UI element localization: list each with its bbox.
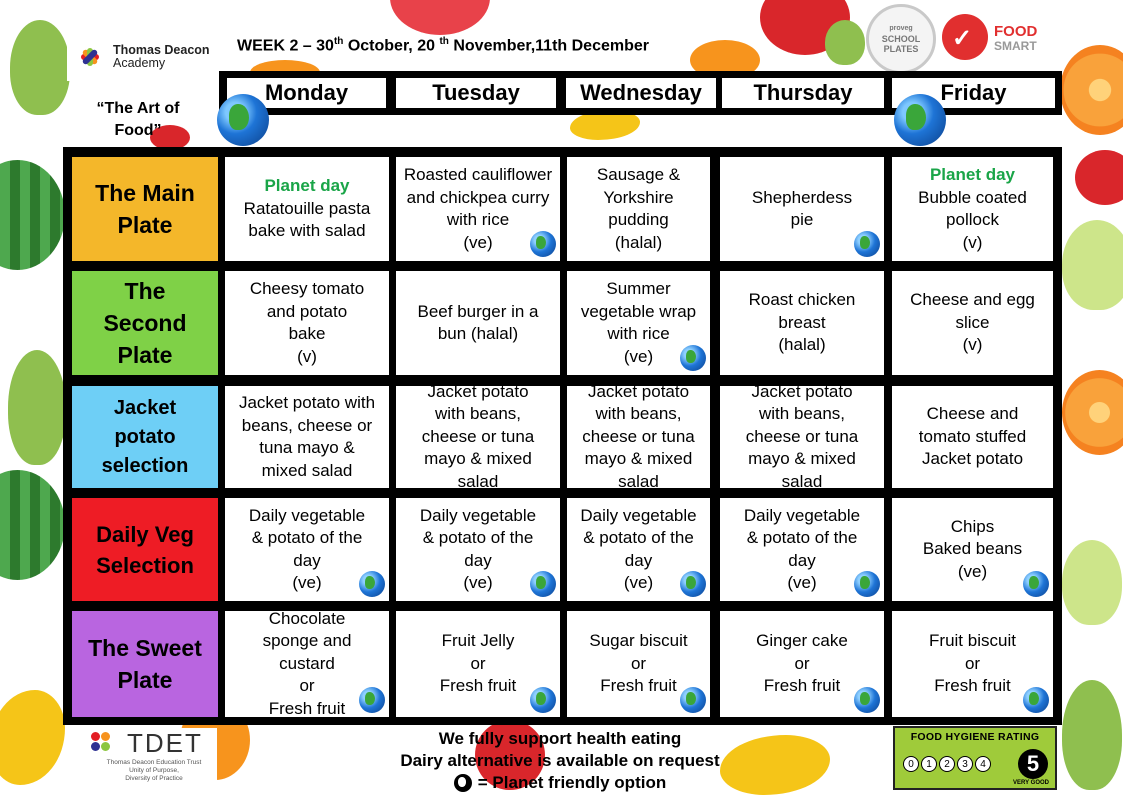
menu-item-text: Jacket potato <box>921 449 1024 469</box>
banana-decoration <box>0 690 65 785</box>
menu-item-text: (ve) <box>623 346 654 366</box>
globe-icon <box>854 571 880 597</box>
pear-decoration <box>1062 220 1123 310</box>
trust-motto: Unity of Purpose, <box>129 767 179 774</box>
hygiene-score: 4 <box>975 756 991 772</box>
menu-cell <box>225 498 389 601</box>
globe-icon <box>359 571 385 597</box>
trust-motto: Diversity of Practice <box>125 775 183 782</box>
menu-item-text: Bubble coated <box>918 187 1027 207</box>
menu-item-text: sponge and <box>262 631 352 651</box>
menu-item-text: Cheesy tomato <box>249 279 365 298</box>
pear-decoration <box>8 350 66 465</box>
menu-cell <box>396 157 560 261</box>
hygiene-rating-value: 5 <box>1018 749 1048 779</box>
menu-item-text: Fresh fruit <box>268 698 346 718</box>
menu-item-text: tomato stuffed <box>918 426 1027 446</box>
globe-icon <box>530 687 556 713</box>
menu-cell <box>720 498 884 601</box>
hygiene-score: 1 <box>921 756 937 772</box>
menu-cell <box>892 611 1053 717</box>
menu-item-text: & potato of the <box>251 528 363 547</box>
menu-cell <box>567 381 710 491</box>
academy-logo <box>67 33 217 81</box>
menu-item-text: Cheese and <box>926 404 1019 424</box>
globe-icon <box>680 571 706 597</box>
menu-item-text: day <box>464 550 492 570</box>
menu-cell <box>396 498 560 601</box>
menu-item-text: (v) <box>962 232 983 252</box>
menu-cell <box>720 611 884 717</box>
menu-item-text: Fruit Jelly <box>441 631 515 651</box>
food-smart-badge: ✓ FOOD SMART <box>942 8 1048 64</box>
menu-item-text: Summer <box>606 279 671 298</box>
menu-cell <box>567 157 710 261</box>
menu-cell <box>720 157 884 261</box>
academy-logo-mark <box>73 40 107 74</box>
day-header-wednesday: Wednesday <box>566 78 716 108</box>
pear-decoration <box>825 20 865 65</box>
menu-item-text: with rice <box>446 210 510 229</box>
menu-item-text: Daily vegetable <box>419 505 537 525</box>
menu-item-text: Sausage & <box>596 165 681 184</box>
hygiene-scale <box>903 756 991 772</box>
menu-item-text: and potato <box>266 301 348 321</box>
menu-item-text: or <box>630 653 647 673</box>
menu-item-text: (ve) <box>957 561 988 581</box>
menu-item-text: (ve) <box>463 573 493 592</box>
menu-item-text: with beans, <box>595 404 682 424</box>
orange-slice-decoration <box>1060 45 1123 135</box>
watermelon-slice-decoration <box>390 0 490 35</box>
menu-item-text: day <box>293 550 321 570</box>
week-title: WEEK 2 – 30th October, 20 $^{th}$ November,11th December <box>237 36 649 55</box>
menu-item-text: Ginger cake <box>756 631 848 651</box>
menu-item-text: Cheese and egg <box>910 290 1035 310</box>
menu-item-text: Yorkshire <box>603 187 674 207</box>
menu-item-text: with beans, <box>759 404 845 424</box>
menu-item-text: bake <box>288 324 326 343</box>
menu-item-text: salad <box>457 471 499 491</box>
menu-item-text: Chips <box>950 516 995 536</box>
menu-item-text: (ve) <box>463 232 493 252</box>
menu-item-text: (v) <box>297 346 317 366</box>
row-header: Jacket potato selection <box>72 386 218 488</box>
menu-item-text: or <box>299 676 315 696</box>
menu-item-text: (ve) <box>787 573 817 592</box>
planet-day-label: Planet day <box>929 165 1016 184</box>
watermelon-decoration <box>0 160 65 270</box>
menu-cell <box>225 271 389 375</box>
planet-day-label: Planet day <box>264 176 350 196</box>
food-hygiene-rating-badge <box>893 726 1057 790</box>
row-header: Daily Veg Selection <box>72 498 218 601</box>
menu-item-text: cheese or tuna <box>582 426 695 446</box>
menu-cell <box>720 381 884 491</box>
menu-item-text: Baked beans <box>922 539 1023 559</box>
menu-cell <box>892 157 1053 261</box>
menu-item-text: or <box>794 653 810 673</box>
orange-slice-decoration <box>1062 370 1123 455</box>
menu-item-text: pudding <box>608 210 669 229</box>
day-header-friday: Friday <box>892 78 1055 108</box>
menu-cell <box>396 381 560 491</box>
apple-decoration <box>1075 150 1123 205</box>
footer-notes <box>360 728 760 798</box>
menu-item-text: cheese or tuna <box>745 426 859 446</box>
menu-cell <box>567 498 710 601</box>
menu-item-text: or <box>964 653 981 673</box>
pear-decoration <box>10 20 70 115</box>
school-plates-badge: proveg SCHOOL PLATES <box>866 4 936 74</box>
menu-cell <box>892 271 1053 375</box>
trust-subtitle: Thomas Deacon Education Trust <box>106 759 202 766</box>
globe-icon <box>1023 571 1049 597</box>
hygiene-score: 3 <box>957 756 973 772</box>
trust-name: TDET <box>127 728 203 758</box>
menu-item-text: (ve) <box>292 573 322 592</box>
row-header: The Sweet Plate <box>72 611 218 717</box>
day-header-tuesday: Tuesday <box>396 78 556 108</box>
menu-item-text: cheese or tuna <box>421 426 535 446</box>
award-badges <box>866 4 1046 74</box>
menu-cell <box>396 271 560 375</box>
globe-icon <box>680 687 706 713</box>
menu-item-text: Fresh fruit <box>600 676 677 696</box>
menu-item-text: and chickpea curry <box>406 187 550 207</box>
menu-item-text: Jacket potato <box>751 381 853 401</box>
hygiene-score: 2 <box>939 756 955 772</box>
menu-item-text: vegetable wrap <box>580 301 697 321</box>
globe-icon <box>680 345 706 371</box>
menu-item-text: pie <box>790 210 814 229</box>
globe-icon <box>359 687 385 713</box>
globe-icon <box>854 231 880 257</box>
menu-item-text: mixed salad <box>261 460 353 480</box>
globe-icon <box>454 774 472 792</box>
academy-subname: Academy <box>113 56 166 70</box>
planet-friendly-legend-label: = Planet friendly option <box>477 773 667 792</box>
menu-item-text: or <box>470 653 486 673</box>
hygiene-title: FOOD HYGIENE RATING <box>910 731 1040 743</box>
menu-item-text: Daily vegetable <box>248 505 366 525</box>
menu-item-text: mayo & mixed <box>748 449 856 469</box>
menu-item-text: Fresh fruit <box>439 676 517 696</box>
menu-item-text: bun (halal) <box>437 324 519 343</box>
footer-health-note: We fully support health eating <box>438 729 682 748</box>
menu-item-text: Shepherdess <box>751 187 853 207</box>
menu-cell <box>892 498 1053 601</box>
check-icon: ✓ <box>952 25 973 52</box>
menu-cell <box>892 386 1053 488</box>
menu-item-text: Fruit biscuit <box>929 631 1016 651</box>
menu-item-text: Fresh fruit <box>934 676 1011 696</box>
menu-item-text: with rice <box>607 324 670 343</box>
menu-item-text: & potato of the <box>746 528 858 547</box>
academy-name: Thomas Deacon <box>113 43 210 57</box>
menu-item-text: (ve) <box>623 573 654 592</box>
planet-friendly-legend <box>454 772 666 794</box>
pear-decoration <box>1062 540 1122 625</box>
menu-item-text: with beans, <box>435 404 521 424</box>
menu-cell <box>225 386 389 488</box>
day-header-thursday: Thursday <box>722 78 884 108</box>
tagline: “The Art of Food” <box>96 100 180 139</box>
menu-item-text: day <box>624 550 653 570</box>
trust-logo <box>87 728 217 786</box>
globe-icon <box>530 571 556 597</box>
menu-item-text: & potato of the <box>422 528 534 547</box>
menu-item-text: pollock <box>946 210 999 229</box>
menu-item-text: custard <box>279 653 335 673</box>
pear-decoration <box>1062 680 1122 790</box>
menu-item-text: beans, cheese or <box>241 415 373 435</box>
hygiene-rating-label: VERY GOOD <box>1013 780 1050 786</box>
menu-item-text: breast <box>778 312 826 332</box>
menu-item-text: Daily vegetable <box>743 505 861 525</box>
menu-item-text: (halal) <box>778 335 826 355</box>
row-header: The Main Plate <box>72 157 218 261</box>
day-header-monday: Monday <box>227 78 386 108</box>
footer-dairy-note: Dairy alternative is available on request <box>400 751 720 770</box>
menu-item-text: day <box>788 550 816 570</box>
menu-item-text: (v) <box>962 335 983 355</box>
menu-item-text: slice <box>955 312 990 332</box>
menu-item-text: Daily vegetable <box>580 505 697 525</box>
menu-item-text: Roast chicken <box>748 290 856 310</box>
globe-icon <box>894 94 946 146</box>
menu-item-text: Fresh fruit <box>763 676 841 696</box>
trust-logo-mark <box>91 732 121 754</box>
menu-item-text: Jacket potato with <box>238 393 376 412</box>
menu-cell <box>225 157 389 261</box>
row-header: The Second Plate <box>72 271 218 375</box>
globe-icon <box>854 687 880 713</box>
menu-item-text: & potato of the <box>583 528 694 547</box>
hygiene-score: 0 <box>903 756 919 772</box>
menu-item-text: Sugar biscuit <box>589 631 688 651</box>
menu-item-text: Jacket potato <box>587 381 690 401</box>
menu-grid <box>63 147 1062 725</box>
menu-item-text: tuna mayo & <box>259 438 355 457</box>
menu-cell <box>396 611 560 717</box>
menu-cell <box>567 271 710 375</box>
menu-item-text: (halal) <box>614 232 663 252</box>
menu-item-text: mayo & mixed <box>424 449 532 469</box>
menu-item-text: Ratatouille pasta <box>243 198 371 218</box>
menu-item-text: Jacket potato <box>427 381 529 401</box>
menu-item-text: Beef burger in a <box>417 301 539 321</box>
menu-item-text: Roasted cauliflower <box>403 165 553 184</box>
globe-icon <box>1023 687 1049 713</box>
menu-cell <box>567 611 710 717</box>
globe-icon <box>217 94 269 146</box>
menu-item-text: Chocolate <box>268 608 346 628</box>
menu-item-text: salad <box>618 471 659 491</box>
menu-cell <box>720 271 884 375</box>
menu-item-text: bake with salad <box>248 221 366 241</box>
watermelon-decoration <box>0 470 65 580</box>
menu-item-text: salad <box>781 471 823 491</box>
globe-icon <box>530 231 556 257</box>
menu-item-text: mayo & mixed <box>584 449 693 469</box>
menu-cell <box>225 608 389 718</box>
